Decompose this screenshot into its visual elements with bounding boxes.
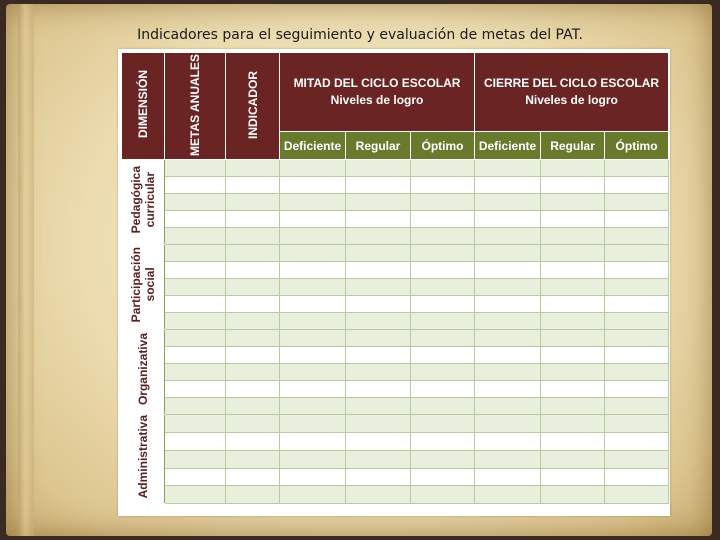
table-cell[interactable]: [541, 330, 605, 347]
table-cell[interactable]: [280, 262, 346, 279]
table-cell[interactable]: [346, 194, 411, 211]
table-cell[interactable]: [226, 432, 280, 450]
table-cell[interactable]: [411, 279, 475, 296]
table-sheet: [118, 49, 670, 516]
table-cell[interactable]: [411, 245, 475, 262]
table-cell[interactable]: [346, 468, 411, 486]
table-cell[interactable]: [226, 364, 280, 381]
level-optimo-mitad: Óptimo: [411, 132, 475, 160]
table-row: [122, 262, 669, 279]
table-cell[interactable]: [475, 296, 541, 313]
table-cell[interactable]: [475, 381, 541, 398]
table-cell[interactable]: [165, 245, 226, 262]
table-cell[interactable]: [475, 450, 541, 468]
level-deficiente-cierre: Deficiente: [475, 132, 541, 160]
table-cell[interactable]: [411, 468, 475, 486]
table-cell[interactable]: [475, 330, 541, 347]
table-cell[interactable]: [605, 450, 669, 468]
table-cell[interactable]: [346, 398, 411, 415]
table-cell[interactable]: [541, 486, 605, 504]
table-cell[interactable]: [280, 468, 346, 486]
table-cell[interactable]: [280, 415, 346, 433]
table-cell[interactable]: [280, 486, 346, 504]
table-cell[interactable]: [165, 262, 226, 279]
table-cell[interactable]: [541, 313, 605, 330]
dimension-label: Participación social: [122, 245, 165, 330]
table-cell[interactable]: [605, 432, 669, 450]
table-cell[interactable]: [541, 194, 605, 211]
table-row: [122, 211, 669, 228]
table-cell[interactable]: [280, 330, 346, 347]
table-cell[interactable]: [226, 296, 280, 313]
table-cell[interactable]: [541, 228, 605, 245]
table-cell[interactable]: [475, 347, 541, 364]
table-cell[interactable]: [541, 160, 605, 177]
level-regular-cierre: Regular: [541, 132, 605, 160]
table-cell[interactable]: [226, 330, 280, 347]
table-cell[interactable]: [541, 468, 605, 486]
table-row: [122, 347, 669, 364]
table-cell[interactable]: [541, 398, 605, 415]
table-cell[interactable]: [411, 194, 475, 211]
table-cell[interactable]: [605, 364, 669, 381]
table-cell[interactable]: [280, 364, 346, 381]
book-binding: [18, 4, 34, 536]
table-cell[interactable]: [346, 296, 411, 313]
table-cell[interactable]: [226, 486, 280, 504]
table-cell[interactable]: [541, 245, 605, 262]
table-cell[interactable]: [280, 245, 346, 262]
table-row: [122, 194, 669, 211]
table-cell[interactable]: [226, 160, 280, 177]
level-deficiente-mitad: Deficiente: [280, 132, 346, 160]
table-cell[interactable]: [280, 279, 346, 296]
table-cell[interactable]: [475, 177, 541, 194]
table-row: [122, 296, 669, 313]
table-cell[interactable]: [411, 330, 475, 347]
table-cell[interactable]: [165, 398, 226, 415]
table-cell[interactable]: [411, 228, 475, 245]
dimension-label: Pedagógica curricular: [122, 160, 165, 245]
table-cell[interactable]: [605, 398, 669, 415]
table-cell[interactable]: [605, 313, 669, 330]
table-cell[interactable]: [475, 160, 541, 177]
table-cell[interactable]: [605, 194, 669, 211]
table-cell[interactable]: [280, 398, 346, 415]
table-cell[interactable]: [605, 177, 669, 194]
table-cell[interactable]: [605, 468, 669, 486]
table-cell[interactable]: [346, 177, 411, 194]
table-cell[interactable]: [346, 245, 411, 262]
table-cell[interactable]: [226, 415, 280, 433]
table-cell[interactable]: [475, 364, 541, 381]
table-cell[interactable]: [165, 415, 226, 433]
table-row: [122, 313, 669, 330]
table-cell[interactable]: [280, 194, 346, 211]
table-cell[interactable]: [346, 160, 411, 177]
table-cell[interactable]: [165, 211, 226, 228]
table-cell[interactable]: [605, 486, 669, 504]
table-cell[interactable]: [475, 279, 541, 296]
table-cell[interactable]: [165, 194, 226, 211]
table-cell[interactable]: [605, 160, 669, 177]
table-cell[interactable]: [346, 211, 411, 228]
table-cell[interactable]: [165, 330, 226, 347]
table-cell[interactable]: [605, 262, 669, 279]
table-cell[interactable]: [165, 381, 226, 398]
table-cell[interactable]: [475, 262, 541, 279]
table-cell[interactable]: [346, 279, 411, 296]
table-cell[interactable]: [226, 313, 280, 330]
indicators-table: [121, 52, 669, 504]
table-cell[interactable]: [346, 450, 411, 468]
table-cell[interactable]: [605, 381, 669, 398]
page-title: Indicadores para el seguimiento y evaluación de metas del PAT.: [137, 27, 583, 43]
table-cell[interactable]: [226, 381, 280, 398]
table-cell[interactable]: [605, 211, 669, 228]
header-mitad-ciclo: MITAD DEL CICLO ESCOLAR Niveles de logro: [280, 53, 475, 132]
table-row: [122, 486, 669, 504]
level-optimo-cierre: Óptimo: [605, 132, 669, 160]
table-row: [122, 245, 669, 262]
table-cell[interactable]: [411, 177, 475, 194]
table-row: [122, 279, 669, 296]
table-cell[interactable]: [411, 313, 475, 330]
table-cell[interactable]: [165, 364, 226, 381]
table-cell[interactable]: [541, 296, 605, 313]
header-indicador: INDICADOR: [226, 53, 280, 160]
table-cell[interactable]: [280, 450, 346, 468]
table-cell[interactable]: [605, 245, 669, 262]
table-cell[interactable]: [280, 160, 346, 177]
table-cell[interactable]: [475, 415, 541, 433]
table-cell[interactable]: [165, 450, 226, 468]
table-row: [122, 398, 669, 415]
table-cell[interactable]: [226, 194, 280, 211]
table-cell[interactable]: [280, 177, 346, 194]
table-cell[interactable]: [226, 228, 280, 245]
table-cell[interactable]: [346, 313, 411, 330]
table-row: [122, 160, 669, 177]
table-cell[interactable]: [605, 347, 669, 364]
table-cell[interactable]: [411, 347, 475, 364]
table-cell[interactable]: [226, 279, 280, 296]
table-cell[interactable]: [541, 381, 605, 398]
table-cell[interactable]: [475, 211, 541, 228]
table-cell[interactable]: [411, 211, 475, 228]
dimension-label: Administrativa: [122, 415, 165, 504]
table-row: [122, 177, 669, 194]
table-row: [122, 415, 669, 433]
table-cell[interactable]: [475, 194, 541, 211]
table-cell[interactable]: [346, 486, 411, 504]
table-cell[interactable]: [475, 432, 541, 450]
table-cell[interactable]: [605, 296, 669, 313]
table-cell[interactable]: [165, 279, 226, 296]
table-cell[interactable]: [411, 381, 475, 398]
table-cell[interactable]: [280, 381, 346, 398]
table-row: [122, 381, 669, 398]
table-cell[interactable]: [346, 364, 411, 381]
table-cell[interactable]: [280, 211, 346, 228]
table-cell[interactable]: [226, 262, 280, 279]
table-cell[interactable]: [280, 296, 346, 313]
table-cell[interactable]: [165, 228, 226, 245]
table-cell[interactable]: [541, 177, 605, 194]
table-cell[interactable]: [411, 432, 475, 450]
table-cell[interactable]: [165, 177, 226, 194]
table-cell[interactable]: [226, 211, 280, 228]
table-cell[interactable]: [165, 486, 226, 504]
table-cell[interactable]: [165, 468, 226, 486]
table-cell[interactable]: [541, 432, 605, 450]
table-cell[interactable]: [226, 245, 280, 262]
table-cell[interactable]: [346, 432, 411, 450]
table-cell[interactable]: [226, 398, 280, 415]
table-cell[interactable]: [411, 398, 475, 415]
table-cell[interactable]: [411, 262, 475, 279]
table-cell[interactable]: [165, 432, 226, 450]
table-cell[interactable]: [475, 398, 541, 415]
table-row: [122, 364, 669, 381]
table-cell[interactable]: [541, 279, 605, 296]
table-cell[interactable]: [475, 468, 541, 486]
table-cell[interactable]: [280, 228, 346, 245]
level-regular-mitad: Regular: [346, 132, 411, 160]
table-cell[interactable]: [411, 296, 475, 313]
header-cierre-ciclo: CIERRE DEL CICLO ESCOLAR Niveles de logro: [475, 53, 669, 132]
table-cell[interactable]: [226, 177, 280, 194]
table-cell[interactable]: [346, 330, 411, 347]
table-cell[interactable]: [541, 211, 605, 228]
table-cell[interactable]: [346, 347, 411, 364]
table-cell[interactable]: [475, 228, 541, 245]
table-cell[interactable]: [411, 364, 475, 381]
table-cell[interactable]: [165, 296, 226, 313]
table-cell[interactable]: [605, 279, 669, 296]
table-row: [122, 330, 669, 347]
table-cell[interactable]: [541, 415, 605, 433]
table-cell[interactable]: [475, 313, 541, 330]
table-cell[interactable]: [280, 432, 346, 450]
table-cell[interactable]: [226, 347, 280, 364]
table-cell[interactable]: [605, 228, 669, 245]
table-cell[interactable]: [475, 486, 541, 504]
dimension-label: Organizativa: [122, 330, 165, 415]
table-cell[interactable]: [541, 450, 605, 468]
table-cell[interactable]: [346, 228, 411, 245]
table-cell[interactable]: [165, 347, 226, 364]
header-dimension: DIMENSIÓN: [122, 53, 165, 160]
table-cell[interactable]: [280, 347, 346, 364]
table-cell[interactable]: [541, 347, 605, 364]
table-cell[interactable]: [541, 364, 605, 381]
table-cell[interactable]: [605, 415, 669, 433]
table-cell[interactable]: [411, 486, 475, 504]
table-cell[interactable]: [411, 415, 475, 433]
table-cell[interactable]: [165, 313, 226, 330]
table-cell[interactable]: [411, 160, 475, 177]
table-cell[interactable]: [475, 245, 541, 262]
table-cell[interactable]: [605, 330, 669, 347]
table-cell[interactable]: [346, 415, 411, 433]
table-cell[interactable]: [226, 468, 280, 486]
table-cell[interactable]: [411, 450, 475, 468]
table-cell[interactable]: [165, 160, 226, 177]
table-cell[interactable]: [541, 262, 605, 279]
table-row: [122, 450, 669, 468]
table-cell[interactable]: [280, 313, 346, 330]
table-cell[interactable]: [226, 450, 280, 468]
table-row: [122, 468, 669, 486]
table-row: [122, 228, 669, 245]
table-cell[interactable]: [346, 262, 411, 279]
table-cell[interactable]: [346, 381, 411, 398]
header-metas-anuales: METAS ANUALES: [165, 53, 226, 160]
table-row: [122, 432, 669, 450]
